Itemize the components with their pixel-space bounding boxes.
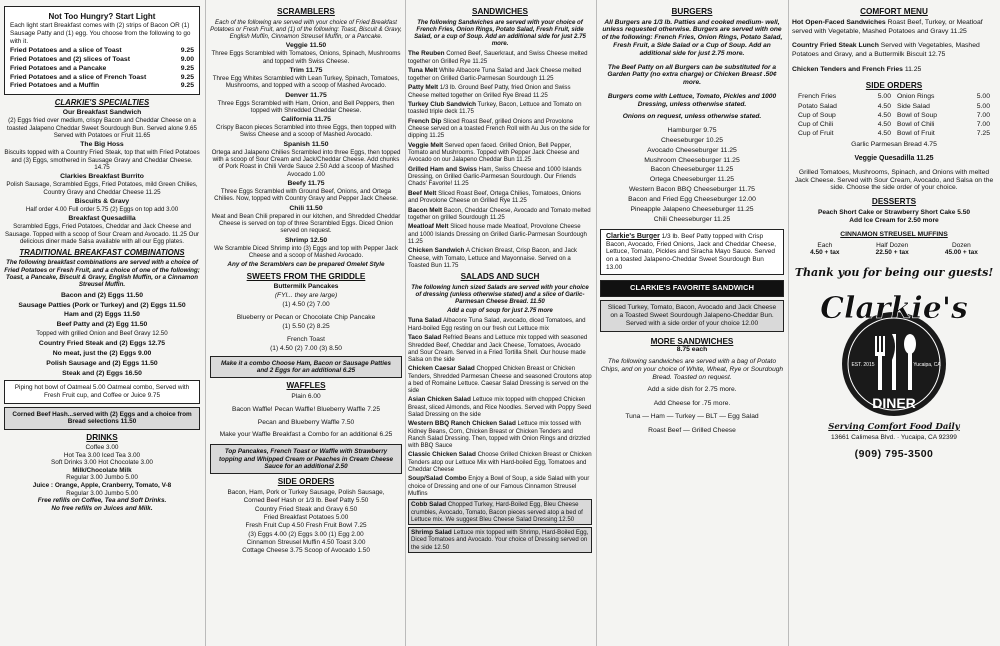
side-cell: Onion Rings — [897, 93, 935, 101]
menu-item — [408, 84, 592, 98]
scrambler-name: Veggie 11.50 — [285, 42, 327, 50]
specialty-name: Clarkies Breakfast Burrito — [60, 173, 144, 181]
side-cell: Bowl of Fruit — [897, 130, 935, 138]
menu-item-name: Shrimp Salad — [411, 529, 452, 537]
dessert-item: Peach Short Cake or Strawberry Short Cake 5.50 — [817, 209, 971, 216]
side-cell: Cup of Fruit — [798, 130, 834, 138]
menu-item-desc: Sliced Roast Beef, grilled Onions and Provolone Cheese served on a toasted French Roll with Au Jus on the side for dipping 11.25 — [408, 117, 590, 140]
menu-item-name: Veggie Melt — [408, 141, 444, 149]
drink-item: Juice : Orange, Apple, Cranberry, Tomato, V-8 — [32, 482, 172, 489]
specialty-name: Our Breakfast Sandwich — [62, 109, 142, 117]
waffle-item: Make your Waffle Breakfast a Combo for an additional 6.25 — [219, 431, 393, 439]
scrambler-name: Trim 11.75 — [289, 66, 323, 74]
salads-desc: The following lunch sized Salads are served with your choice of dressing (unless otherwise stated) and a slice of Garlic-Parmesan Cheese Bread. 11.50 — [411, 283, 589, 306]
menu-item-name: Asian Chicken Salad — [408, 396, 471, 404]
menu-item — [408, 118, 592, 140]
menu-item-name: Chicken Sandwich — [408, 247, 465, 255]
side-cell: 5.00 — [877, 93, 891, 101]
drink-item: Regular 3.00 Jumbo 5.00 — [66, 489, 138, 497]
comfort-name: Hot Open-Faced Sandwiches — [792, 18, 886, 26]
tagline: Serving Comfort Food Daily — [828, 421, 960, 432]
comfort-list — [792, 19, 996, 75]
menu-item-name: The Reuben — [408, 50, 445, 58]
griddle-item: Blueberry or Pecan or Chocolate Chip Pancake — [236, 314, 376, 322]
dessert-item: Add Ice Cream for 2.50 more — [849, 216, 939, 224]
drinks-list — [4, 444, 200, 512]
combo-item: Steak and (2) Eggs 16.50 — [62, 369, 142, 377]
light-start-list — [10, 47, 194, 91]
burger-item: Pineapple Jalapeno Cheeseburger 11.25 — [630, 205, 754, 213]
menu-item-name: Tuna Melt — [408, 67, 438, 75]
light-start-box — [4, 6, 200, 95]
burger-item: Ortega Cheeseburger 11.25 — [649, 176, 735, 184]
sandwiches-desc: The following Sandwiches are served with your choice of French Fries, Onion Rings, Potato Salad, Fresh Fruit, side Salad, or a cup of Soup. Add an additional side for just 2.75 more. — [414, 18, 586, 48]
starter-item-name: Fried Potatoes and a Pancake — [10, 64, 107, 72]
starter-item-name: Fried Potatoes and a slice of Toast — [10, 47, 122, 55]
waffles-list — [210, 393, 402, 439]
logo-name: Clarkie's — [820, 290, 968, 326]
veggie-quesadilla-name: Veggie Quesadilla 11.25 — [854, 155, 934, 163]
menu-item — [408, 317, 592, 331]
griddle-item: (FYI... they are large) — [274, 292, 338, 300]
menu-item-desc: Ham, Swiss Cheese and 1000 Islands Dressing, on Grilled Garlic-Parmesan Sourdough. Our Friends Chads' Favorite! 11.25 — [408, 165, 582, 188]
menu-item-desc: White Albacore Tuna Salad and Jack Cheese melted together on Grilled Garlic-Parmesan Sourdough 11.25 — [408, 67, 582, 82]
more-sandwich-line: Roast Beef — Grilled Cheese — [648, 427, 736, 435]
side-order-item: Fresh Fruit Cup 4.50 Fresh Fruit Bowl 7.25 — [245, 522, 367, 530]
menu-item — [408, 67, 592, 81]
menu-item — [408, 475, 592, 497]
scramblers-list — [210, 42, 402, 259]
muffin-price: 45.00 + tax — [944, 249, 978, 257]
comfort-item — [792, 42, 996, 60]
fold-line — [596, 0, 597, 646]
burgers-desc: All Burgers are 1/3 lb. Patties and cooked medium- well, unless requested otherwise. Burgers are served with one of the following: French Fries, Onion Rings, Potato Salad, Fresh Fruit, a Side Salad or a Cup of Soup. Add an additional side for just 2.75 more. — [601, 18, 783, 57]
sandwiches-column — [408, 4, 592, 642]
side-cell: 4.50 — [877, 111, 891, 119]
burger-item: Cheeseburger 10.25 — [661, 136, 723, 144]
burgers-list — [600, 126, 784, 224]
scrambler-desc: Three Eggs Scrambled with Ground Beef, Onions, and Ortega Chilies. Now, topped with Country Gravy and Pepper Jack Cheese. — [214, 188, 398, 203]
specialty-desc: (2) Eggs fried over medium, crispy Bacon and Cheddar Cheese on a toasted Jalapeno Cheddar Sweet Sourdough Bun. Served alone 9.65 Served with Potatoes or Fruit 11.65 — [7, 117, 197, 140]
muffin-option — [945, 242, 978, 257]
drink-item: Soft Drinks 3.00 Hot Chocolate 3.00 — [51, 459, 153, 467]
comfort-desc: Served with Vegetables, Mashed Potatoes and Gravy, and a Buttermilk Biscuit 12.75 — [792, 42, 980, 59]
scrambler-item — [210, 237, 402, 260]
menu-item-desc: 1/3 lb. Ground Beef Patty, fried Onion and Swiss Cheese melted together on Grilled Rye Bread 11.25 — [408, 84, 571, 99]
menu-item — [408, 190, 592, 204]
side-orders-title: SIDE ORDERS — [277, 477, 335, 487]
comfort-desc: Roast Beef, Turkey, or Meatloaf served with Vegetable, Mashed Potatoes and Gravy 11.25 — [792, 18, 983, 35]
menu-item-desc: Lettuce mix topped with chopped Chicken Breast, sliced Almonds, and Rice Noodles. Served with Poppy Seed Salad Dressing on the side — [408, 396, 592, 418]
salads-list — [408, 317, 592, 552]
scrambler-item — [210, 180, 402, 203]
desserts-list — [792, 209, 996, 225]
griddle-title: SWEETS FROM THE GRIDDLE — [246, 271, 366, 281]
menu-item — [408, 142, 592, 164]
scramblers-title: SCRAMBLERS — [277, 7, 335, 16]
drink-item: Coffee 3.00 — [85, 444, 119, 452]
scrambler-item — [210, 42, 402, 65]
scrambler-desc: Crispy Bacon pieces Scrambled into three Eggs, then topped with Swiss Cheese and a scoop of Mashed Avocado. — [216, 124, 396, 139]
specialty-item — [4, 215, 200, 245]
served-note: Burgers come with Lettuce, Tomato, Pickles and 1000 Dressing, unless otherwise stated. — [607, 92, 777, 108]
scrambler-item — [210, 205, 402, 235]
waffles-title: WAFFLES — [286, 381, 326, 391]
menu-item — [408, 334, 592, 363]
waffle-item: Pecan and Blueberry Waffle 7.50 — [257, 418, 355, 426]
side-order-item: Fried Breakfast Potatoes 5.00 — [263, 514, 349, 522]
more-desc: The following sandwiches are served with a bag of Potato Chips, and on your choice of White, Wheat, Rye or Sourdough Bread. Toasted on request. — [600, 358, 784, 381]
menu-item-name: Bacon Melt — [408, 206, 443, 214]
specialty-item — [4, 198, 200, 213]
side-cell: 4.50 — [877, 121, 891, 128]
toppings-box: Top Pancakes, French Toast or Waffle with Strawberry topping and Whipped Cream or Peaches in Cream Cheese Sauce for an additional 2.50 — [210, 444, 402, 474]
menu-item-desc: Chopped Chicken Breast or Chicken Tenders, Shredded Parmesan Cheese and seasoned Croutons atop a bed of Romaine Lettuce. Caesar Salad Dressing is served on the side — [408, 365, 592, 394]
more-title: MORE SANDWICHES — [650, 336, 734, 346]
scrambler-name: Beefy 11.75 — [287, 180, 325, 188]
side-order-item: (3) Eggs 4.00 (2) Eggs 3.00 (1) Egg 2.00 — [248, 530, 364, 538]
drinks-title: DRINKS — [86, 432, 118, 442]
menu-item-desc: Lettuce mix tossed with Kidney Beans, Corn, Chicken Breast or Chicken Tenders and Ranch Salad Dressing. Then, topped with Onion Rings and drizzled with BBQ Sauce — [408, 420, 591, 449]
scrambler-name: Chili 11.50 — [289, 204, 323, 212]
waffle-item: Plain 6.00 — [291, 393, 321, 401]
menu-item — [408, 499, 592, 525]
drink-item: Regular 3.00 Jumbo 5.00 — [66, 474, 138, 482]
scrambler-name: Shrimp 12.50 — [284, 236, 328, 244]
side-orders-list — [210, 489, 402, 556]
burger-item: Bacon and Fried Egg Cheeseburger 12.00 — [628, 196, 756, 203]
scrambler-desc: We Scramble Diced Shrimp into (3) Eggs and top with Pepper Jack Cheese and a scoop of Mashed Avocado. — [214, 244, 398, 259]
muffin-price: 4.50 + tax — [810, 249, 840, 257]
menu-item-desc: A Chicken Breast, Crisp Bacon, and Jack Cheese, with Tomato, Lettuce and Mayonnaise. Served on a Toasted Bun 11.75 — [408, 247, 577, 269]
burgers-title: BURGERS — [671, 7, 713, 16]
combo-item: Beef Patty and (2) Egg 11.50 — [56, 321, 148, 329]
menu-item — [408, 166, 592, 188]
specialties-title: CLARKIE'S SPECIALTIES — [54, 98, 150, 108]
menu-item-name: Tuna Salad — [408, 317, 442, 325]
side-title: SIDE ORDERS — [865, 80, 923, 90]
side-cell: 7.00 — [976, 121, 990, 128]
address: 13661 Calimesa Blvd. · Yucaipa, CA 92399 — [831, 433, 957, 441]
menu-item-name: Beef Melt — [408, 189, 437, 197]
scrambler-desc: Three Eggs Scrambled with Ham, Onion, and Bell Peppers, then topped with Shredded Cheddar Cheese. — [217, 99, 395, 114]
starter-item-price: 9.25 — [180, 73, 194, 81]
scrambler-item — [210, 92, 402, 115]
menu-item — [408, 247, 592, 269]
comfort-column — [792, 4, 996, 642]
menu-item — [408, 396, 592, 418]
combos-title: TRADITIONAL BREAKFAST COMBINATIONS — [19, 248, 185, 258]
menu-item-desc: Enjoy a Bowl of Soup, a side Salad with your choice of Dressing and one of our Famous Cinnamon Streusel Muffins — [408, 475, 590, 497]
menu-item-desc: Lettuce mix topped with Shrimp, Hard-Boiled Egg, Diced Tomatoes and Avocado. Your choice of Dressing served on the side 12.50 — [411, 529, 589, 551]
menu-item — [408, 50, 592, 64]
side-cell: Side Salad — [897, 102, 930, 110]
sandwiches-title: SANDWICHES — [472, 7, 528, 16]
starter-item-price: 9.25 — [180, 82, 194, 90]
starter-item-price: 9.25 — [180, 64, 194, 72]
menu-item — [408, 527, 592, 553]
side-cell: Cup of Soup — [798, 111, 836, 119]
burger-item: Western Bacon BBQ Cheeseburger 11.75 — [629, 186, 755, 194]
menu-item-desc: Chopped Turkey, Hard-Boiled Egg, Bleu Cheese crumbles, Avocado, Tomato, Bacon pieces served atop a bed of Lettuce mix. We suggest Bleu Cheese Salad Dressing 12.50 — [411, 501, 583, 523]
scrambler-desc: Three Eggs Scrambled with Tomatoes, Onions, Spinach, Mushrooms and topped with Swiss Cheese. — [211, 50, 401, 65]
muffin-label: Dozen — [951, 241, 971, 249]
more-sandwiches-list — [600, 386, 784, 436]
burger-item: Hamburger 9.75 — [667, 127, 717, 135]
muffin-option — [810, 242, 839, 257]
combos-list — [4, 291, 200, 379]
muffin-label: Half Dozen — [876, 241, 909, 249]
menu-item-name: Chicken Caesar Salad — [408, 365, 475, 373]
menu-item-desc: Sliced house made Meatloaf, Provolone Cheese and 1000 Islands Dressing on Grilled Garlic-Parmesan Sourdough 11.25 — [408, 223, 587, 245]
menu-item-name: Western BBQ Ranch Chicken Salad — [408, 420, 516, 428]
side-order-item: Country Fried Steak and Gravy 6.50 — [254, 505, 358, 513]
garlic-bread: Garlic Parmesan Bread 4.75 — [851, 141, 937, 149]
scrambler-desc: Ortega and Jalapeno Chilies Scrambled into three Eggs, then topped with a scoop of Sour Cream and Jack/Cheddar Cheese. Add chunks of Pork Roast in Chili Verde Sauce 2.50 Add a scoop of Mashed Avocado 1.00 — [211, 148, 401, 178]
side-cell: Potato Salad — [798, 102, 837, 110]
drink-item: Milk/Chocolate Milk — [72, 466, 132, 474]
veggie-quesadilla-desc: Grilled Tomatoes, Mushrooms, Spinach, and Onions with melted Jack Cheese. Served with Sour Cream, Avocado, and Salsa on the side. Choose the side order of your choice. — [794, 168, 994, 192]
logo-est: EST. 2015 — [851, 361, 875, 368]
combo-item: Ham and (2) Eggs 11.50 — [64, 311, 140, 319]
fold-line — [405, 0, 406, 646]
menu-item-desc: Albacore Tuna Salad, avocado, diced Tomatoes, and Hard-boiled Egg resting on our fresh cut Lettuce mix — [408, 317, 586, 332]
light-start-desc: Each light start Breakfast comes with (2) strips of Bacon OR (1) Sausage Patty and (1) egg. You choose from the following to go with it. — [10, 22, 191, 45]
logo-city: Yucaipa, CA — [913, 361, 941, 368]
burgers-column — [600, 4, 784, 642]
menu-item — [408, 101, 592, 115]
muffin-option — [876, 242, 909, 257]
side-order-item: Bacon, Ham, Pork or Turkey Sausage, Polish Sausage, — [227, 489, 385, 497]
starter-item-name: Fried Potatoes and a slice of French Toast — [10, 73, 147, 81]
scramblers-column — [210, 4, 402, 642]
burger-item: Chili Cheeseburger 11.25 — [653, 215, 731, 223]
clarkies-burger-desc: 1/3 lb. Beef Patty topped with Crisp Bacon, Avocado, Fried Onions, Jack and Cheddar Cheese, Lettuce, Tomato, Pickles and Siracha Mayo Sauce. Served on a toasted Jalapeno-Cheddar Sweet Sourdough Bun 13.00 — [606, 232, 777, 271]
starter-item-price: 9.00 — [180, 55, 194, 63]
scrambler-name: Denver 11.75 — [285, 91, 327, 99]
combo-item: Sausage Patties (Pork or Turkey) and (2) Eggs 11.50 — [18, 301, 186, 309]
clarkies-burger-name: Clarkie's Burger — [606, 232, 660, 240]
scramblers-desc: Each of the following are served with your choice of Fried Breakfast Potatoes or Fresh Fruit, and (1) of the following: Toast, Biscuit & Gravy, English Muffin, Cinnamon Streusel Muffin, or a Pancake. — [210, 18, 402, 41]
more-sandwich-line: Add a side dish for 2.75 more. — [647, 385, 737, 393]
garden-note: The Beef Patty on all Burgers can be substituted for a Garden Patty (no extra charge) or Chicken Breast .50¢ more. — [607, 63, 777, 87]
menu-item-desc: Sliced Roast Beef, Ortega Chilies, Tomatoes, Onions and Provolone Cheese on Grilled Rye 11.25 — [408, 189, 581, 205]
side-cell: 4.50 — [877, 102, 891, 110]
scrambler-desc: Three Egg Whites Scrambled with Lean Turkey, Spinach, Tomatoes, Mushrooms, and topped with a scoop of Mashed Avocado. — [212, 74, 400, 90]
menu-item-desc: Served open faced. Grilled Onion, Bell Pepper, Tomato and Mushrooms. Topped with Pepper Jack Cheese and Avocado on our Jalapeno Cheddar Bun 11.25 — [408, 141, 580, 164]
griddle-list — [210, 283, 402, 353]
fold-line — [205, 0, 206, 646]
starter-item-name: Fried Potatoes and a Muffin — [10, 82, 100, 90]
burger-item: Mushroom Cheeseburger 11.25 — [644, 156, 740, 164]
specialty-item — [4, 173, 200, 196]
scrambler-item — [210, 116, 402, 139]
burger-item: Bacon Cheeseburger 11.25 — [650, 166, 734, 174]
menu-item — [408, 207, 592, 221]
comfort-name: Country Fried Steak Lunch — [792, 42, 879, 50]
menu-item-name: Grilled Ham and Swiss — [408, 165, 477, 173]
specialty-desc: Biscuits topped with a Country Fried Steak, top that with Fried Potatoes and (3) Eggs, smothered in Sausage Gravy and Cheddar Cheese. 14.75 — [4, 149, 200, 171]
muffin-label: Each — [817, 241, 833, 249]
burger-item: Avocado Cheeseburger 11.25 — [647, 146, 737, 154]
combo-item: Polish Sausage and (2) Eggs 11.50 — [46, 359, 158, 367]
specialty-desc: Scrambled Eggs, Fried Potatoes, Cheddar and Jack Cheese and Sausage. Topped with a scoop of Sour Cream and Avocado. 11.25 Our delicious diner made Salsa available with all our Egg plates. — [5, 223, 199, 245]
combos-desc: The following breakfast combinations are served with a choice of Fried Potatoes or Fresh Fruit, and a choice of one of the following; Toast, a Pancake, Biscuit & Gravy, English Muffin, or a Cinnamon Streusel Muffin. — [4, 259, 200, 289]
drink-item: Free refills on Coffee, Tea and Soft Drinks. — [37, 497, 167, 505]
omelet-note: Any of the Scramblers can be prepared Omelet Style — [227, 261, 385, 269]
combo-item: Topped with grilled Onion and Beef Gravy 12.50 — [36, 330, 168, 338]
side-cell: 7.00 — [976, 111, 990, 119]
side-order-item: Corned Beef Hash or 1/3 lb. Beef Patty 5.50 — [243, 497, 369, 505]
starter-item — [10, 47, 194, 56]
menu-item-desc: Bacon, Cheddar Cheese, Avocado and Tomato melted together on grilled Sourdough 11.25 — [408, 206, 591, 222]
starter-item-name: Fried Potatoes and (2) slices of Toast — [10, 55, 130, 63]
fav-desc-box: Sliced Turkey, Tomato, Bacon, Avocado and Jack Cheese on a Toasted Sweet Sourdough Jalapeno-Cheddar Bun. Served with a side order of your choice 12.00 — [600, 300, 784, 331]
logo-diner: DINER — [872, 394, 916, 411]
griddle-item: (1) 4.50 (2) 7.00 — [282, 301, 330, 309]
menu-item-name: Turkey Club Sandwich — [408, 101, 477, 109]
light-start-title: Not Too Hungry? Start Light — [48, 12, 156, 21]
drink-item: No free refills on Juices and Milk. — [51, 504, 153, 512]
drink-item: Hot Tea 3.00 Iced Tea 3.00 — [63, 451, 141, 459]
scrambler-item — [210, 67, 402, 90]
side-cell: Bowl of Soup — [897, 111, 938, 119]
specialties-list — [4, 109, 200, 245]
muffins-title: CINNAMON STREUSEL MUFFINS — [840, 230, 948, 238]
comfort-title: COMFORT MENU — [860, 7, 928, 16]
more-price: 8.75 each — [676, 346, 708, 354]
side-cell: French Fries — [798, 93, 837, 101]
comfort-item — [792, 66, 996, 75]
combo-box: Make it a combo Choose Ham, Bacon or Sausage Patties and 2 Eggs for an additional 6.25 — [210, 356, 402, 379]
specialty-item — [4, 109, 200, 139]
specialty-name: The Big Hoss — [80, 141, 124, 149]
menu-item-desc: Corned Beef, Sauerkraut, and Swiss Cheese melted together on Grilled Rye 11.25 — [408, 50, 588, 65]
side-cell: 4.50 — [877, 130, 891, 138]
menu-item-name: Classic Chicken Salad — [408, 451, 476, 459]
specialty-name: Breakfast Quesadilla — [68, 215, 136, 223]
starter-item — [10, 65, 194, 74]
menu-item — [408, 223, 592, 245]
clarkies-diner-logo — [819, 284, 969, 426]
onion-note: Onions on request, unless otherwise stated. — [622, 113, 762, 121]
side-orders-grid — [792, 92, 996, 138]
waffle-item: Bacon Waffle! Pecan Waffle! Blueberry Waffle 7.25 — [231, 405, 381, 413]
side-order-item: Cinnamon Streusel Muffin 4.50 Toast 3.00 — [246, 539, 366, 547]
specialty-item — [4, 141, 200, 171]
hash-box: Corned Beef Hash...served with (2) Eggs and a choice from Bread selections 11.50 — [4, 407, 200, 430]
clarkies-burger-box — [600, 229, 784, 276]
salads-title: SALADS AND SUCH — [460, 271, 540, 281]
side-cell: Bowl of Chili — [897, 121, 935, 128]
salads-soup: Add a cup of soup for just 2.75 more — [447, 307, 553, 315]
combo-item: Country Fried Steak and (2) Eggs 12.75 — [38, 340, 166, 348]
oatmeal-box: Piping hot bowl of Oatmeal 5.00 Oatmeal combo, Served with Fresh Fruit cup, and Coffee or Juice 9.75 — [4, 380, 200, 403]
menu-item-name: Cobb Salad — [411, 501, 447, 509]
scrambler-name: Spanish 11.50 — [283, 140, 329, 148]
muffins-list — [792, 242, 996, 257]
phone-number: (909) 795-3500 — [854, 447, 934, 460]
specialty-desc: Half order 4.00 Full order 5.75 (2) Eggs on top add 3.00 — [25, 205, 179, 213]
specialty-name: Biscuits & Gravy — [74, 197, 130, 205]
more-sandwich-line: Add Cheese for .75 more. — [653, 399, 731, 407]
comfort-name: Chicken Tenders and French Fries — [792, 65, 903, 73]
muffin-price: 22.50 + tax — [875, 249, 909, 257]
combo-item: No meat, just the (2) Eggs 9.00 — [52, 349, 152, 357]
side-cell: 5.00 — [976, 93, 990, 101]
menu-item-desc: Refried Beans and Lettuce mix topped with seasoned Shredded Beef, Cheddar and Jack Cheese, Tomatoes, Avocado and Sour Cream. Served in a Fried Tortilla Shell. Our house made Salsa on the side — [408, 334, 588, 363]
comfort-desc: 11.25 — [904, 65, 922, 73]
griddle-item: (1) 5.50 (2) 8.25 — [282, 322, 330, 330]
griddle-item: French Toast — [287, 335, 325, 343]
menu-item-name: Patty Melt — [408, 84, 439, 92]
starter-item-price: 9.25 — [180, 47, 194, 55]
starter-item — [10, 82, 194, 91]
starter-item — [10, 74, 194, 83]
scrambler-item — [210, 141, 402, 178]
side-cell: Cup of Chili — [798, 121, 834, 128]
combo-item: Bacon and (2) Eggs 11.50 — [61, 291, 143, 299]
side-order-item: Cottage Cheese 3.75 Scoop of Avocado 1.50 — [242, 547, 370, 555]
side-cell: 7.25 — [976, 130, 990, 138]
fav-title-box: CLARKIE'S FAVORITE SANDWICH — [600, 280, 784, 297]
breakfast-column — [4, 4, 200, 642]
desserts-title: DESSERTS — [871, 197, 917, 207]
starter-item — [10, 56, 194, 65]
fold-line — [788, 0, 789, 646]
menu-item — [408, 365, 592, 394]
menu-item-name: Taco Salad — [408, 334, 442, 342]
menu-item — [408, 420, 592, 449]
scrambler-name: California 11.75 — [281, 116, 331, 124]
scrambler-desc: Meat and Bean Chili prepared in our kitchen, and Shredded Cheddar Cheese is served on top of three Scrambled Eggs. Diced Onion served on request. — [211, 212, 401, 235]
more-sandwich-line: Tuna — Ham — Turkey — BLT — Egg Salad — [625, 413, 759, 421]
side-cell: 5.00 — [976, 102, 990, 110]
menu-item — [408, 451, 592, 473]
menu-item-name: French Dip — [408, 117, 442, 125]
thanks-text: Thank you for being our guests! — [794, 265, 994, 279]
menu-item-name: Meatloaf Melt — [408, 223, 449, 231]
menu-item-desc: Turkey, Bacon, Lettuce and Tomato on toasted triple deck 11.75 — [408, 101, 582, 116]
menu-item-desc: Choose Grilled Chicken Breast or Chicken Tenders atop our Lettuce Mix with Hard-boiled Egg, Tomatoes and Cheddar Cheese — [408, 451, 592, 473]
griddle-item: (1) 4.50 (2) 7.00 (3) 8.50 — [270, 344, 342, 352]
specialty-desc: Polish Sausage, Scrambled Eggs, Fried Potatoes, mild Green Chilies, Country Gravy and Cheddar Cheese 11.25 — [6, 181, 198, 196]
griddle-item: Buttermilk Pancakes — [273, 283, 339, 291]
menu-item-name: Soup/Salad Combo — [408, 475, 467, 483]
sandwiches-list — [408, 50, 592, 269]
comfort-item — [792, 19, 996, 37]
